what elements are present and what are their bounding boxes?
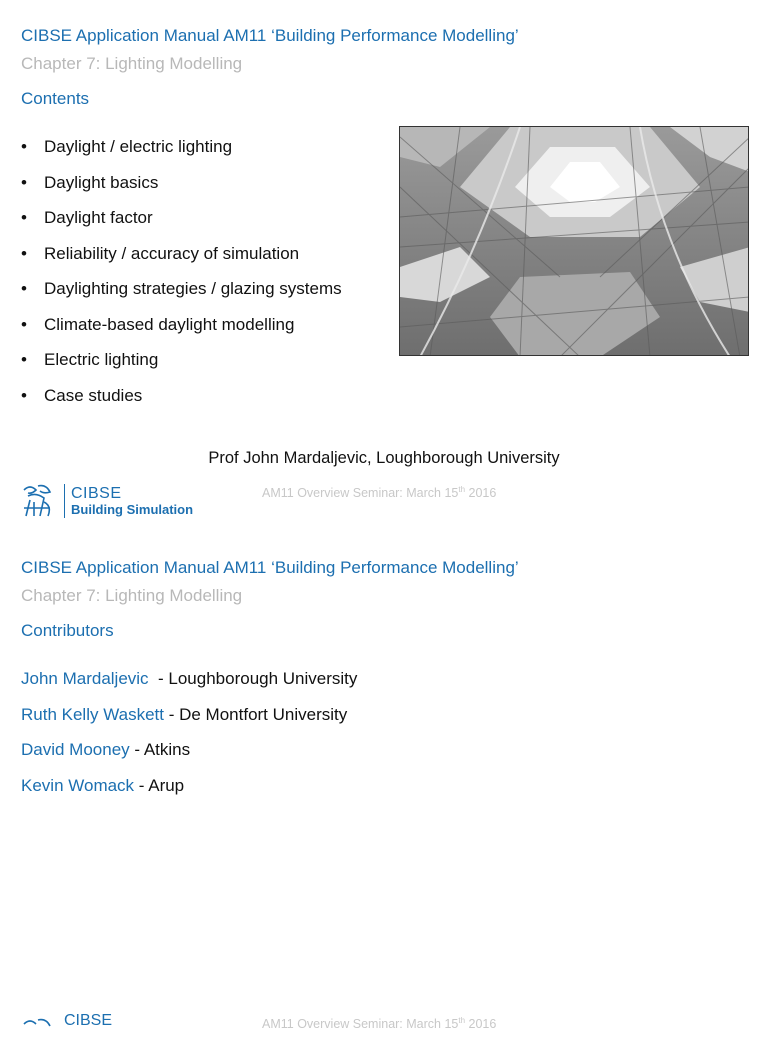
list-item: • Case studies bbox=[21, 384, 342, 420]
bullet-icon: • bbox=[21, 279, 27, 298]
bullet-icon: • bbox=[21, 208, 27, 227]
contributor-name: John Mardaljevic bbox=[21, 669, 149, 688]
bullet-icon: • bbox=[21, 243, 27, 263]
list-item bbox=[21, 738, 357, 774]
list-item: • Daylight / electric lighting bbox=[21, 135, 342, 171]
bullet-icon: • bbox=[21, 350, 27, 369]
section-heading: Contents bbox=[21, 89, 90, 108]
contributors-list bbox=[21, 667, 357, 809]
list-item: • Daylight basics bbox=[21, 171, 342, 207]
contents-list bbox=[21, 135, 342, 419]
chapter-subtitle: Chapter 7: Lighting Modelling bbox=[21, 54, 243, 73]
chapter-subtitle: Chapter 7: Lighting Modelling bbox=[21, 586, 243, 605]
bullet-icon: • bbox=[21, 137, 27, 156]
bullet-icon: • bbox=[21, 172, 27, 192]
list-item: • Climate-based daylight modelling bbox=[21, 313, 342, 349]
list-item bbox=[21, 703, 357, 739]
logo-cibse-text: CIBSE bbox=[64, 1012, 113, 1029]
list-item: • Daylight factor bbox=[21, 206, 342, 242]
contributor-affiliation: - Loughborough University bbox=[148, 669, 358, 688]
footer-text: AM11 Overview Seminar: March 15th 2016 bbox=[262, 1016, 497, 1032]
bullet-icon: • bbox=[21, 385, 27, 405]
list-item bbox=[21, 774, 357, 810]
slide-title: CIBSE Application Manual AM11 ‘Building Performance Modelling’ bbox=[21, 558, 519, 577]
contributor-affiliation: - Atkins bbox=[129, 740, 191, 759]
contributor-name: David Mooney bbox=[21, 740, 130, 759]
slide-2 bbox=[0, 532, 768, 1064]
footer-text: AM11 Overview Seminar: March 15th 2016 bbox=[262, 485, 497, 501]
contributor-name: Kevin Womack bbox=[21, 775, 135, 795]
ceiling-photo-graphic bbox=[400, 127, 749, 356]
logo-cibse-text: CIBSE bbox=[71, 484, 122, 502]
logo-subtitle: Building Simulation bbox=[71, 501, 194, 517]
cibse-emblem-icon bbox=[20, 482, 56, 520]
bullet-icon: • bbox=[21, 314, 27, 334]
list-item: • Electric lighting bbox=[21, 348, 342, 384]
logo-divider bbox=[64, 484, 65, 518]
contributor-affiliation: - Arup bbox=[134, 775, 185, 795]
list-item bbox=[21, 667, 357, 703]
section-heading: Contributors bbox=[21, 621, 114, 640]
cibse-emblem-icon bbox=[20, 1012, 56, 1032]
contributor-name: Ruth Kelly Waskett bbox=[21, 704, 164, 724]
contributor-affiliation: - De Montfort University bbox=[163, 704, 348, 724]
cibse-logo bbox=[20, 481, 193, 521]
cibse-logo-partial bbox=[20, 1012, 112, 1032]
ceiling-photo bbox=[399, 126, 749, 356]
list-item: • Daylighting strategies / glazing systems bbox=[21, 277, 342, 313]
slide-title: CIBSE Application Manual AM11 ‘Building Performance Modelling’ bbox=[21, 26, 519, 45]
author-credit: Prof John Mardaljevic, Loughborough University bbox=[208, 449, 560, 467]
list-item: • Reliability / accuracy of simulation bbox=[21, 242, 342, 278]
